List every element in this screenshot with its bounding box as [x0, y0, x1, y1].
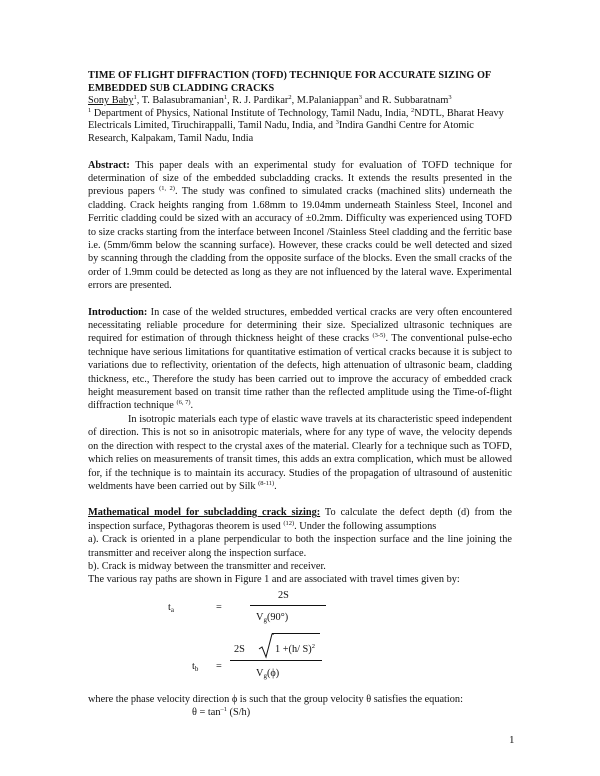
affiliation-text: Department of Physics, National Institute of Technology, Tamil Nadu, India, [91, 107, 412, 119]
abstract-text: This paper deals with an experimental study for evaluation of TOFD technique for determination of size of the embedded subcladding cracks. It extends the results presented in the previous papers [88, 159, 512, 198]
ta-den-arg: (90°) [266, 611, 289, 623]
abstract-heading: Abstract: [88, 159, 130, 171]
intro-text: . [274, 480, 277, 492]
tb-den-arg: (ϕ) [266, 667, 280, 679]
abstract-paragraph [88, 159, 512, 293]
theta-arg: (S/h) [226, 707, 251, 719]
model-heading: Mathematical model for subcladding crack sizing: [88, 507, 321, 519]
tb-t: t [192, 660, 195, 672]
page-number: 1 [509, 734, 515, 746]
intro-text: In case of the welded structures, embedded vertical cracks are very often encountered necessitating reliable procedure for determining their size. Specialized ultrasonic techniques are required for estimation of through thickness height of these cracks [88, 306, 512, 345]
tb-numerator-radicand [275, 643, 315, 656]
affil-mark: 2 [411, 106, 415, 114]
affiliation-text: Indira Gandhi Centre for Atomic Research, Kalpakam, Tamil Nadu, India [88, 120, 474, 144]
ta-sub: a [170, 605, 174, 614]
theta-lhs: θ = tan [192, 707, 221, 719]
tb-fraction-bar [230, 660, 322, 661]
citation: (6, 7) [176, 399, 191, 407]
tb-symbol [192, 660, 198, 673]
author-affil-mark: 2 [288, 94, 292, 102]
anisotropy-paragraph [88, 413, 512, 493]
ta-denominator [256, 611, 288, 624]
travel-time-equations [88, 587, 512, 687]
tb-den-v: V [256, 667, 264, 679]
intro-text: . The conventional pulse-echo technique have serious limitations for quantitative estimation of vertical cracks because it is subject to variations due to reflectivity, orientation of the defects, high attenuation of ultrasonic beam, cladding thickness, etc., Therefore the study has been carried out to improve the accuracy of embedded crack height measurement based on transit time rather than the reflected amplitude using the Time-of-flight diffraction technique [88, 333, 512, 412]
citation: (1, 2) [159, 185, 175, 193]
introduction-paragraph [88, 306, 512, 413]
author-name: , T. Balasubramanian [136, 95, 224, 107]
abstract-text: . The study was confined to simulated cracks (machined slits) underneath the cladding. Crack heights ranging from 1.68mm to 19.04mm underneath Stainless Steel, Inconel and Ferritic cladding could be sized with an accuracy of ±0.2mm. Difficulty was experienced using TOFD to size cracks starting from the interface between Inconel /Stainless Steel cladding and the ferritic base i.e. (5mm/6mm below the scanning surface). However, these cracks could be well detected and sized by scanning through the cladding from the opposite surface of the blocks. Even the small cracks of the order of 1.9mm could be detected as long as they are not influenced by the lateral wave. Experimental errors are presented. [88, 186, 512, 292]
ta-t: t [168, 601, 171, 613]
tb-rad: 1 +(h/ S) [275, 643, 312, 655]
ta-fraction-bar [250, 605, 326, 606]
ta-den-sub: g [263, 615, 267, 624]
author-name: Sony Baby [88, 95, 134, 107]
tb-rad-exp: 2 [311, 642, 315, 650]
author-name: and R. Subbaratnam [362, 95, 449, 107]
author-name: , R. J. Pardikar [227, 95, 289, 107]
author-affil-mark: 1 [133, 94, 137, 102]
affil-mark: 1 [88, 106, 92, 114]
author-affil-mark: 3 [448, 94, 452, 102]
ta-numerator: 2S [278, 589, 289, 601]
phase-velocity-text: where the phase velocity direction ϕ is such that the group velocity θ satisfies the equation: [88, 693, 463, 705]
affil-mark: 3 [335, 119, 339, 127]
assumption-a: a). Crack is oriented in a plane perpendicular to both the inspection surface and the line joining the transmitter and receiver along the inspection surface. [88, 534, 512, 559]
model-text: . Under the following assumptions [294, 520, 437, 532]
page-content [88, 70, 512, 720]
tb-numerator-2s: 2S [234, 643, 245, 655]
tb-equals: = [216, 660, 222, 672]
citation: (3-5) [372, 332, 386, 340]
ta-symbol [168, 601, 174, 614]
citation: (12) [283, 519, 295, 527]
ray-paths-text: The various ray paths are shown in Figure 1 and are associated with travel times given by: [88, 574, 460, 586]
author-line [88, 95, 512, 108]
tb-sub: b [194, 664, 199, 673]
sqrt-sign-icon [258, 633, 274, 659]
sqrt-vinculum [272, 633, 320, 634]
paper-title: TIME OF FLIGHT DIFFRACTION (TOFD) TECHNIQUE FOR ACCURATE SIZING OF EMBEDDED SUB CLADDING CRACKS [88, 70, 491, 94]
model-paragraph [88, 506, 512, 533]
intro-text: In isotropic materials each type of elastic wave travels at its characteristic speed independent of direction. This is not so in anisotropic materials, where for any type of wave, the velocity depends on the direction with respect to the crystal axes of the material. Clearly for a technique such as TOFD, which relies on measurements of transit times, this adds an extra complication, which must be allowed for, if the technique is to maintain its accuracy. Studies of the propagation of ultrasound of austenitic weldments have been carried out by Silk [88, 413, 512, 492]
ta-equals: = [216, 601, 222, 613]
theta-equation [88, 706, 512, 719]
author-name: , M.Palaniappan [291, 95, 359, 107]
assumption-b: b). Crack is midway between the transmitter and receiver. [88, 560, 326, 572]
author-affil-mark: 3 [358, 94, 363, 102]
tb-den-sub: g [263, 671, 267, 680]
affiliations [88, 108, 512, 146]
intro-text: . [190, 400, 194, 412]
model-text: To calculate the defect depth (d) from the inspection surface, Pythagoras theorem is used [88, 507, 512, 532]
author-affil-mark: 1 [223, 94, 228, 102]
ta-den-v: V [256, 611, 264, 623]
theta-inverse: –1 [220, 706, 227, 714]
tb-denominator [256, 667, 279, 680]
citation: (8-11) [258, 479, 275, 487]
introduction-heading: Introduction: [88, 306, 148, 318]
affiliation-text: NDTL, Bharat Heavy Electricals Limited, Tiruchirappalli, Tamil Nadu, India, and [88, 107, 504, 132]
